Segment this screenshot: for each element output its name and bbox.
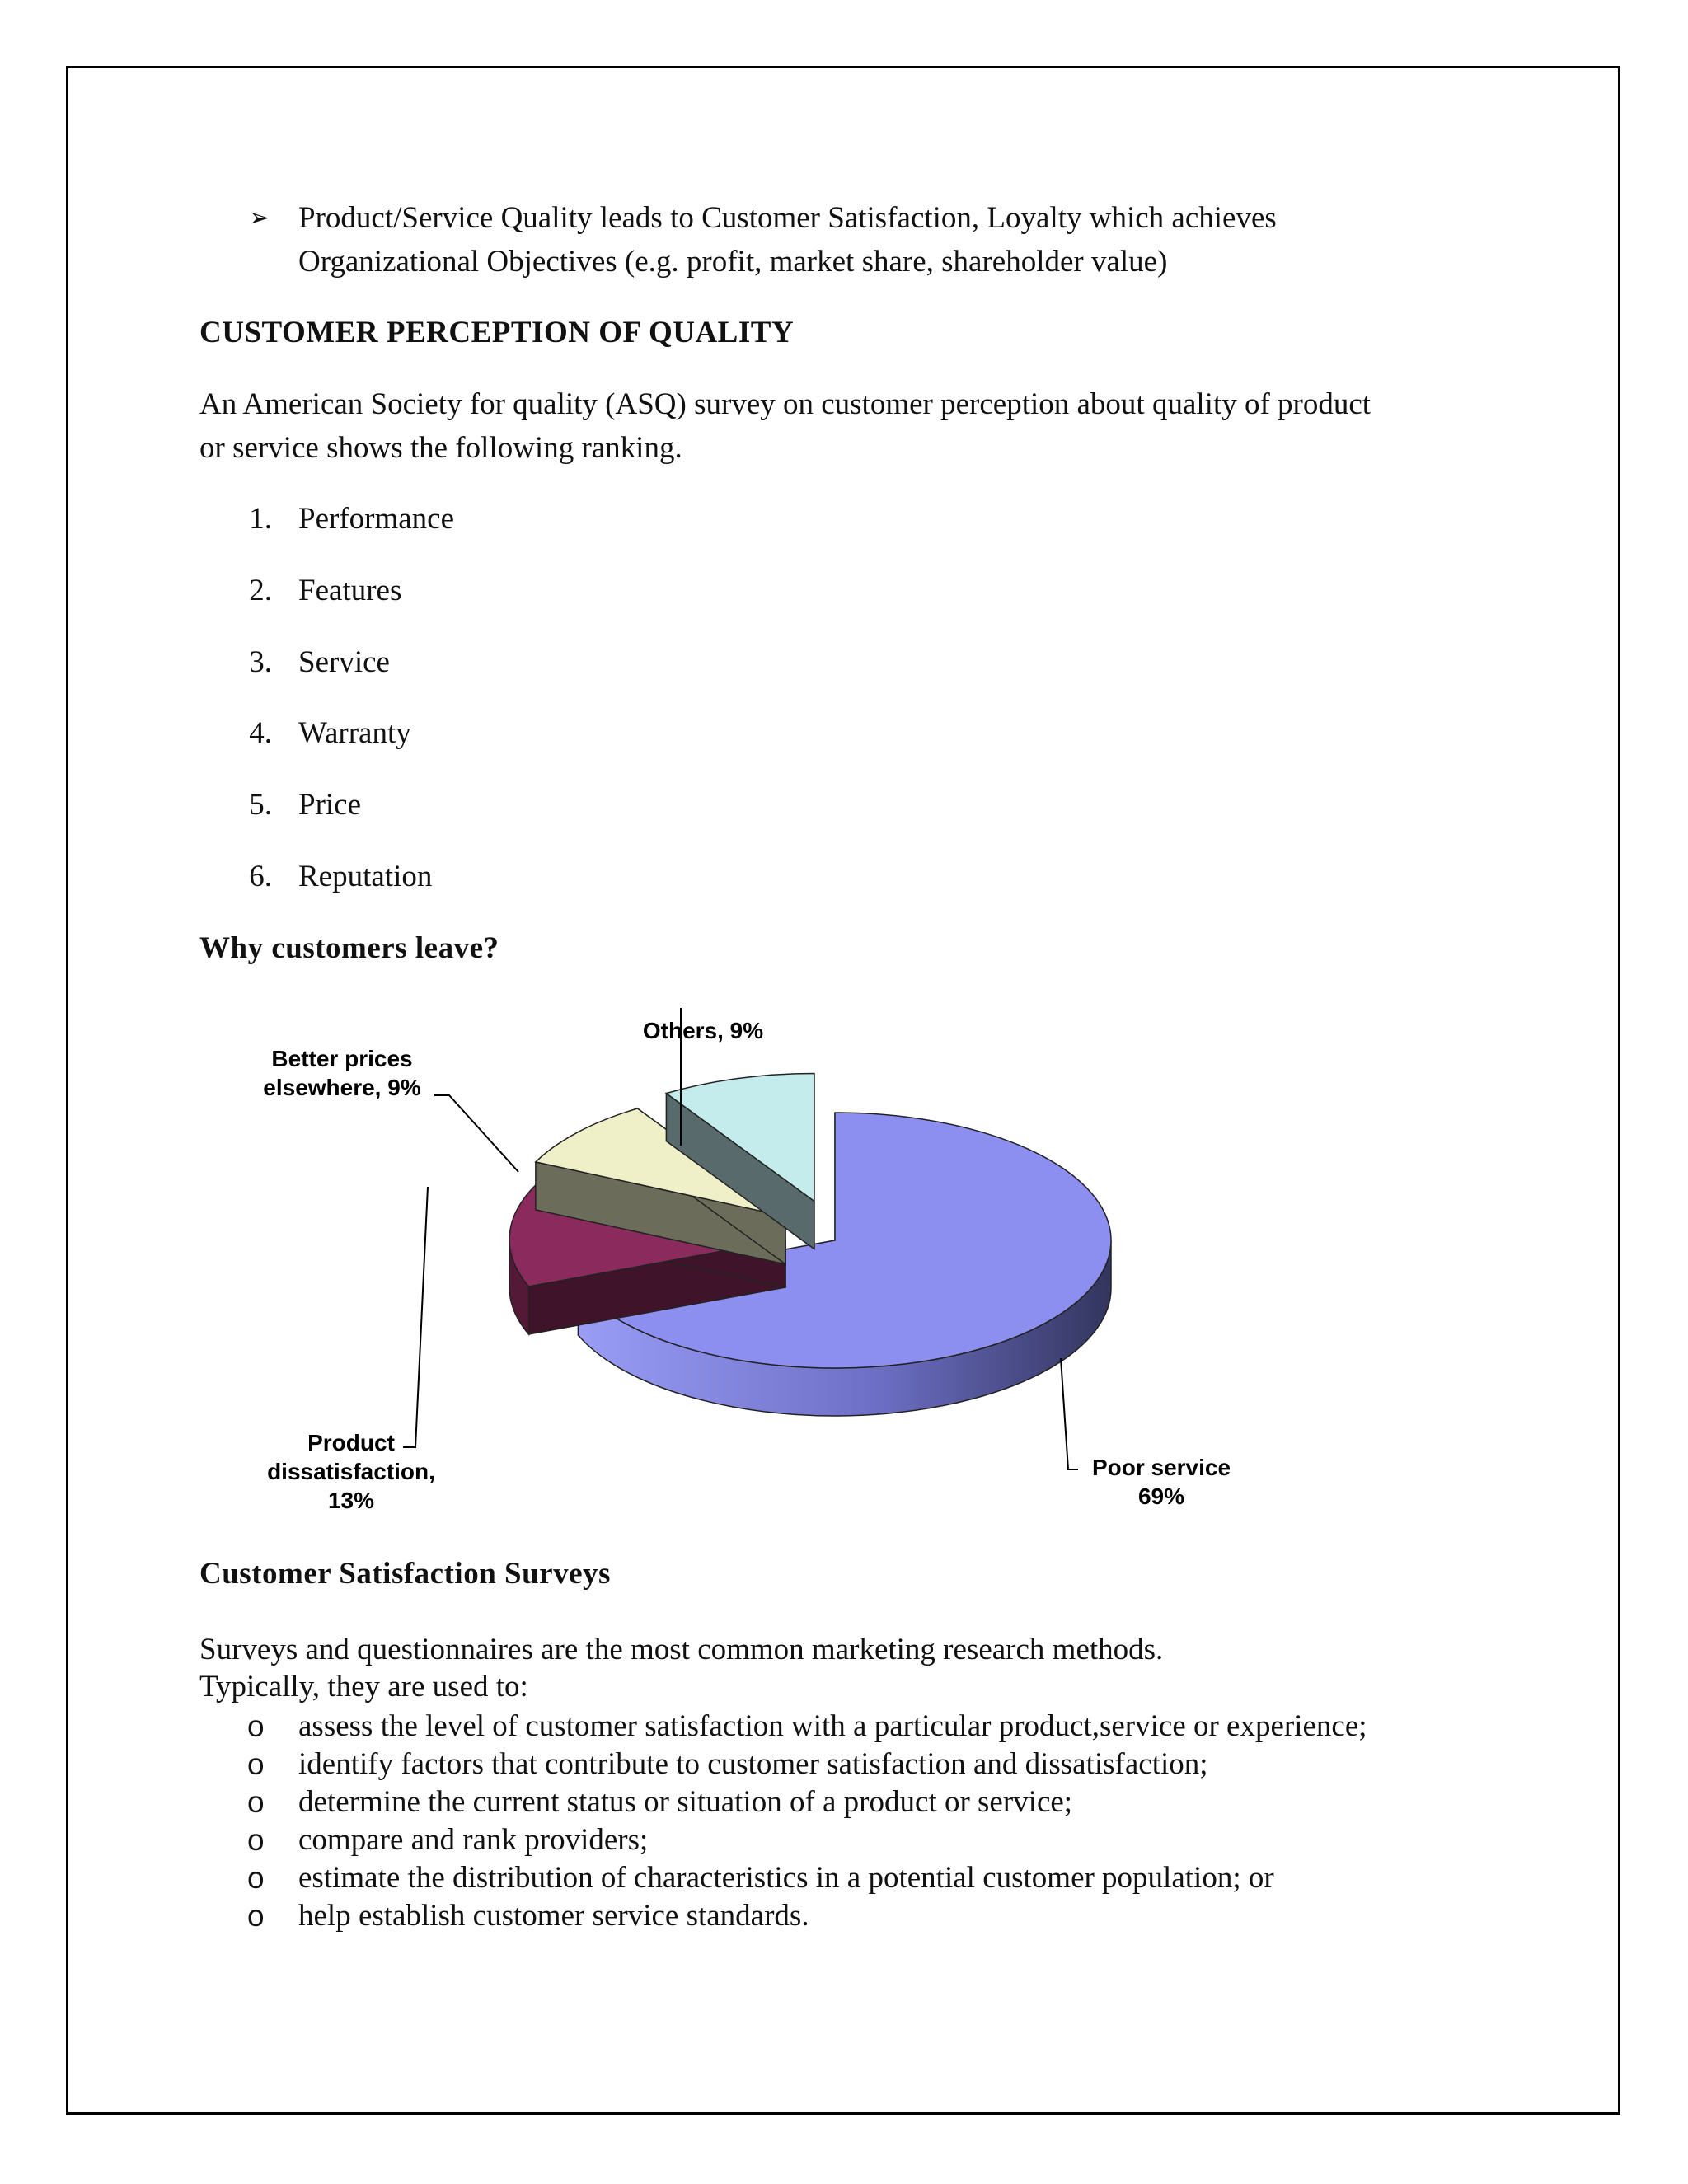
ranking-item: Price — [298, 788, 362, 822]
list-item: assess the level of customer satisfaction with a particular product,service or experience; — [298, 1709, 1367, 1743]
section2-paragraph-line-1: Surveys and questionnaires are the most common marketing research methods. — [199, 1633, 1164, 1666]
ranking-number: 3. — [249, 645, 272, 679]
ranking-number: 2. — [249, 574, 272, 607]
section1-paragraph-line-1: An American Society for quality (ASQ) survey on customer perception about quality of product — [199, 387, 1372, 421]
list-bullet-icon: o — [247, 1861, 265, 1895]
list-item: estimate the distribution of characteristics in a potential customer population; or — [298, 1861, 1274, 1895]
label-better-prices-line1: Better prices — [271, 1046, 413, 1071]
label-poor-service-line2: 69% — [1137, 1483, 1185, 1509]
ranking-item: Reputation — [298, 860, 433, 893]
arrow-bullet-icon: ➢ — [249, 204, 270, 232]
section2-paragraph-line-2: Typically, they are used to: — [199, 1670, 528, 1704]
label-better-prices-line2: elsewhere, 9% — [263, 1075, 421, 1100]
ranking-item: Performance — [298, 502, 455, 536]
ranking-number: 4. — [249, 716, 272, 750]
leader-line-product — [403, 1187, 428, 1447]
ranking-item: Service — [298, 645, 390, 679]
chart-heading-why-customers-leave: Why customers leave? — [199, 931, 499, 965]
list-bullet-icon: o — [247, 1823, 265, 1857]
label-product-line1: Product — [307, 1430, 395, 1455]
list-bullet-icon: o — [247, 1785, 265, 1819]
list-item: determine the current status or situation of a product or service; — [298, 1785, 1073, 1819]
list-bullet-icon: o — [247, 1709, 265, 1743]
ranking-item: Warranty — [298, 716, 411, 750]
list-item: identify factors that contribute to customer satisfaction and dissatisfaction; — [298, 1747, 1208, 1781]
ranking-number: 1. — [249, 502, 272, 536]
section-heading-customer-perception: CUSTOMER PERCEPTION OF QUALITY — [199, 316, 795, 349]
ranking-item: Features — [298, 574, 402, 607]
list-item: compare and rank providers; — [298, 1823, 649, 1857]
intro-line-1: Product/Service Quality leads to Customer Satisfaction, Loyalty which achieves — [298, 201, 1277, 235]
section-heading-customer-satisfaction-surveys: Customer Satisfaction Surveys — [199, 1557, 611, 1591]
intro-line-2: Organizational Objectives (e.g. profit, market share, shareholder value) — [298, 245, 1168, 279]
leader-line-poor-service — [1061, 1358, 1078, 1469]
label-product-line2: dissatisfaction, — [267, 1459, 435, 1484]
list-bullet-icon: o — [247, 1747, 265, 1781]
list-item: help establish customer service standards. — [298, 1899, 809, 1933]
label-product-line3: 13% — [327, 1488, 375, 1513]
section1-paragraph-line-2: or service shows the following ranking. — [199, 431, 682, 465]
ranking-number: 5. — [249, 788, 272, 822]
leader-line-better-prices — [434, 1095, 518, 1172]
label-others: Others, 9% — [642, 1018, 764, 1043]
list-bullet-icon: o — [247, 1899, 265, 1933]
label-poor-service-line1: Poor service — [1091, 1455, 1231, 1480]
ranking-number: 6. — [249, 860, 272, 893]
